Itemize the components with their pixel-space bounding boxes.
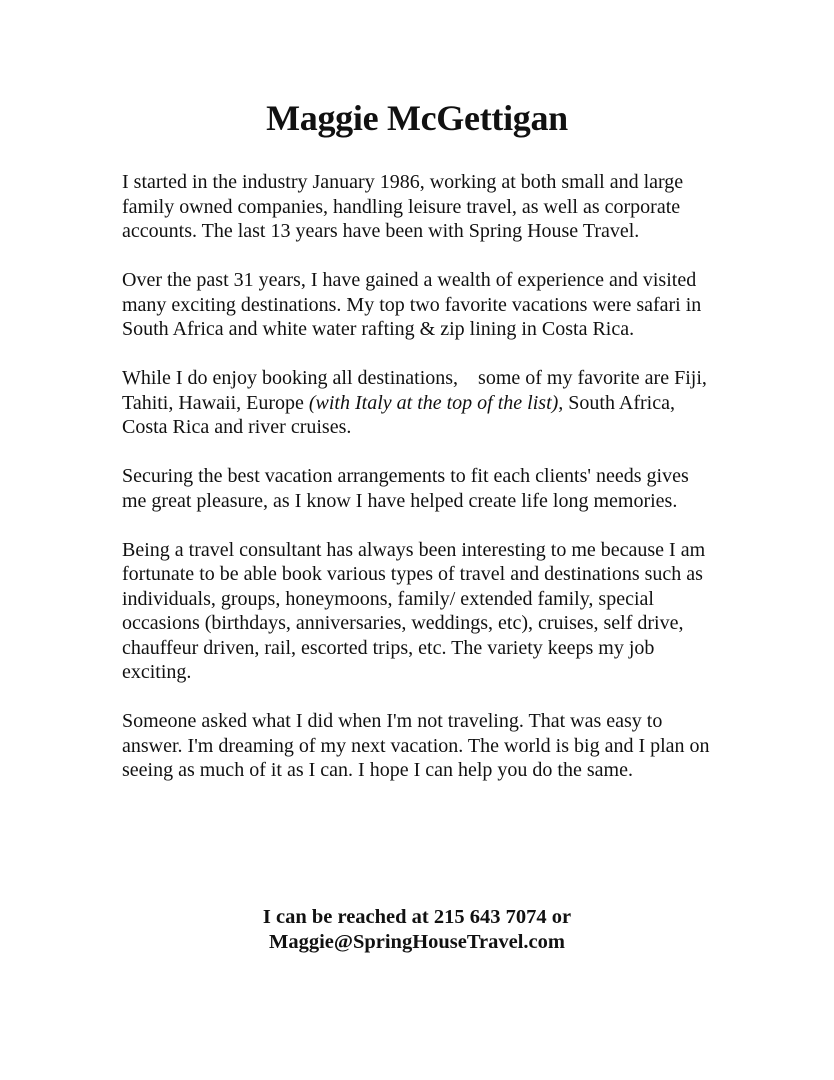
paragraph-industry-start: I started in the industry January 1986, working at both small and large family owned companies, handling leisure travel, as well as corporate accounts. The last 13 years have been with Spring House Travel. bbox=[122, 171, 684, 242]
paragraph-experience: Over the past 31 years, I have gained a wealth of experience and visited many exciting destinations. My top two favorite vacations were safari in South Africa and white water rafting & zip lining in Costa Rica. bbox=[122, 269, 702, 340]
contact-block bbox=[0, 905, 834, 954]
contact-email[interactable]: Maggie@SpringHouseTravel.com bbox=[269, 930, 565, 953]
favorite-destinations-text-end: South Africa, Costa Rica and river cruises. bbox=[122, 391, 680, 438]
bio-body bbox=[122, 170, 712, 807]
page-title: Maggie McGettigan bbox=[266, 98, 568, 138]
paragraph-travel-types: Being a travel consultant has always been interesting to me because I am fortunate to be able book various types of travel and destinations such as individuals, groups, honeymoons, family/ extended family, special occasions (birthdays, anniversaries, weddings, etc), cruises, self drive, chauffeur driven, rail, escorted trips, etc. The variety keeps my job exciting. bbox=[122, 538, 706, 683]
contact-phone-line: I can be reached at 215 643 7074 or bbox=[262, 906, 572, 928]
favorite-destinations-text: While I do enjoy booking all destinations, some of my favorite are Fiji, Tahiti, Hawaii, Europe bbox=[122, 367, 712, 414]
paragraph-next-vacation: Someone asked what I did when I'm not traveling. That was easy to answer. I'm dreaming of my next vacation. The world is big and I plan on seeing as much of it as I can. I hope I can help you do the same. bbox=[122, 710, 710, 781]
italy-note: (with Italy at the top of the list), bbox=[308, 391, 564, 414]
paragraph-favorite-destinations bbox=[122, 366, 712, 440]
paragraph-client-needs: Securing the best vacation arrangements to fit each clients' needs gives me great pleasure, as I know I have helped create life long memories. bbox=[122, 465, 689, 512]
